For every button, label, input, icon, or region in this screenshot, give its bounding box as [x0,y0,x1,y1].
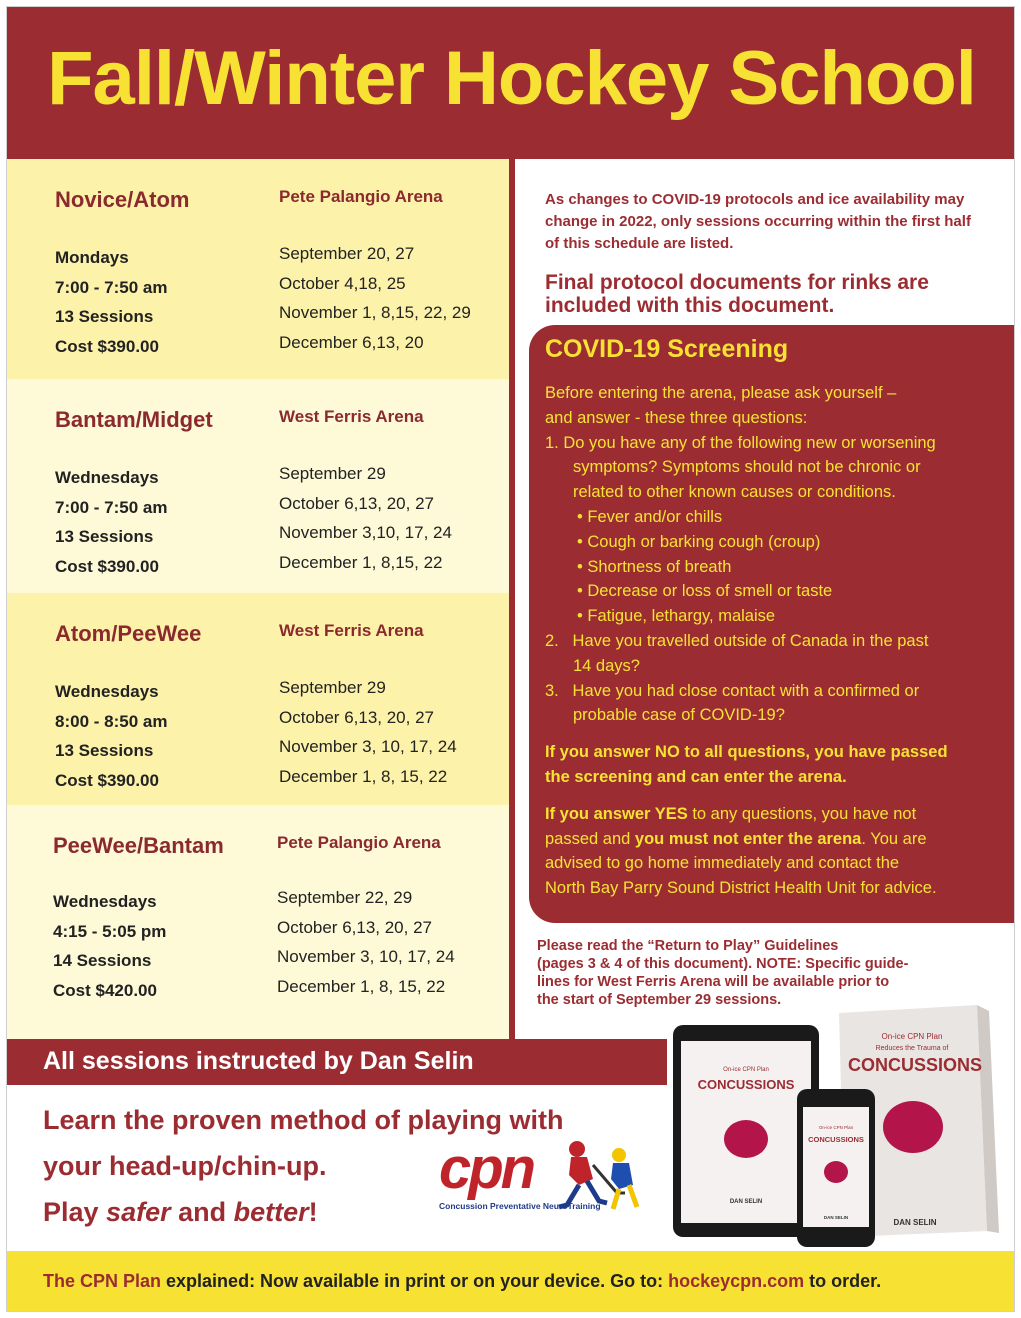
question-2 [545,629,1005,654]
question-3-cont: probable case of COVID-19? [573,706,785,725]
footer-middle: explained: Now available in print or on your device. Go to: [161,1271,669,1291]
question-3 [545,679,1005,704]
schedule-block-peewee-bantam [7,805,513,1039]
footer-website-link[interactable]: hockeycpn.com [668,1271,805,1291]
date-line: October 6,13, 20, 27 [279,493,434,513]
question-number: 3. [545,681,559,700]
flyer-page [6,6,1015,1312]
date-line: December 6,13, 20 [279,332,424,352]
book-author: DAN SELIN [893,1218,937,1227]
return-line: lines for West Ferris Arena will be available prior to [537,974,890,990]
group-day: Wednesdays [53,892,157,911]
group-sessions: 13 Sessions [55,741,154,760]
fail-bold: you must not enter the arena [634,829,862,848]
group-day: Wednesdays [55,682,159,701]
group-arena: West Ferris Arena [279,621,424,640]
group-name: PeeWee/Bantam [53,833,224,858]
tagline-emphasis: safer [106,1197,171,1227]
header-banner [7,7,1015,159]
book-title: CONCUSSIONS [847,1055,983,1075]
date-line: October 4,18, 25 [279,273,406,293]
group-cost: Cost $420.00 [53,980,157,1000]
date-line: November 3, 10, 17, 24 [277,947,455,966]
question-text: Have you travelled outside of Canada in the past [572,631,929,650]
date-line: November 3, 10, 17, 24 [279,737,457,756]
group-cost: Cost $390.00 [55,556,159,576]
schedule-block-bantam-midget [7,379,513,593]
group-cost: Cost $390.00 [55,770,159,790]
group-cost: Cost $390.00 [55,336,159,356]
fail-text: passed and [545,829,635,848]
tagline-text: Play [43,1197,107,1227]
group-dates [277,883,455,1001]
group-day: Mondays [55,248,129,267]
book-devices-illustration [667,997,1007,1247]
date-line: September 20, 27 [279,244,415,263]
covid-screening-body [545,381,1005,901]
schedule-block-atom-peewee [7,593,513,805]
fail-bold: If you answer YES [545,804,688,823]
pass-line: If you answer NO to all questions, you have passed [545,743,948,762]
footer-cpn-plan: The CPN Plan [43,1271,162,1291]
group-time: 7:00 - 7:50 am [55,277,168,297]
group-arena: Pete Palangio Arena [277,833,441,852]
group-dates [279,239,471,357]
tablet-line1: On-ice CPN Plan [723,1067,769,1073]
date-line: October 6,13, 20, 27 [277,917,432,937]
cpn-logo-text: cpn [439,1136,534,1201]
group-details [55,243,167,361]
tagline-emphasis: better [233,1197,309,1227]
instructor-text: All sessions instructed by Dan Selin [43,1047,474,1075]
question-1-cont: symptoms? Symptoms should not be chronic or [573,458,921,477]
schedule-column [7,159,513,1039]
symptom-item: • Fever and/or chills [577,507,723,526]
group-sessions: 13 Sessions [55,307,154,326]
covid-notice: As changes to COVID-19 protocols and ice availability may change in 2022, only sessions occurring within the first half of this schedule are listed. [545,191,971,252]
cpn-logo-subtitle: Concussion Preventative NeuroTraining [439,1201,601,1211]
symptom-item: • Fatigue, lethargy, malaise [577,607,776,626]
date-line: September 29 [279,464,386,483]
return-line: Please read the “Return to Play” Guidelines [537,938,839,954]
date-line: December 1, 8, 15, 22 [279,766,448,786]
cpn-logo [439,1135,639,1225]
instructor-banner [7,1039,667,1085]
tagline-line: Learn the proven method of playing with [43,1105,564,1135]
fail-statement [545,827,1005,852]
phone-line1: On-ice CPN Plan [818,1125,854,1130]
group-details [55,677,167,795]
question-text: Have you had close contact with a confirmed or [572,681,920,700]
return-line: (pages 3 & 4 of this document). NOTE: Specific guide- [537,956,909,972]
group-arena: West Ferris Arena [279,407,424,426]
footer-banner [7,1251,1015,1312]
fail-statement: advised to go home immediately and contact the [545,854,900,873]
group-dates [279,673,457,791]
tagline-line: your head-up/chin-up. [43,1151,327,1181]
book-line2: Reduces the Trauma of [875,1045,949,1052]
group-arena: Pete Palangio Arena [279,187,443,206]
book-line1: On-ice CPN Plan [881,1032,943,1041]
final-protocol-note: Final protocol documents for rinks are included with this document. [545,271,929,317]
fail-text: to any questions, you have not [687,804,917,823]
fail-statement [545,802,1005,827]
product-devices-image [667,997,1007,1247]
date-line: November 1, 8,15, 22, 29 [279,303,471,322]
pass-statement [545,740,1005,765]
group-name: Atom/PeeWee [55,621,202,646]
group-name: Novice/Atom [55,187,190,212]
covid-screening-panel [529,325,1015,923]
group-time: 4:15 - 5:05 pm [53,921,167,941]
intro-line: Before entering the arena, please ask yourself – [545,384,897,402]
covid-screening-title: COVID-19 Screening [545,335,789,363]
group-sessions: 13 Sessions [55,527,154,546]
footer-end: to order. [804,1271,882,1291]
tablet-author: DAN SELIN [729,1199,763,1205]
group-sessions: 14 Sessions [53,951,152,970]
group-details [53,887,166,1005]
tablet-title: CONCUSSIONS [697,1077,795,1092]
symptom-item: • Cough or barking cough (croup) [577,532,821,551]
group-name: Bantam/Midget [55,407,213,432]
schedule-block-novice-atom [7,159,513,379]
tagline-text: ! [308,1197,318,1227]
group-time: 7:00 - 7:50 am [55,497,168,517]
phone-device [797,1089,875,1247]
return-line: the start of September 29 sessions. [537,992,782,1008]
group-day: Wednesdays [55,468,159,487]
pass-line: the screening and can enter the arena. [545,767,847,786]
date-line: October 6,13, 20, 27 [279,707,434,727]
tagline-text: and [170,1197,234,1227]
group-dates [279,459,452,577]
phone-author: DAN SELIN [823,1215,849,1220]
symptom-item: • Shortness of breath [577,557,732,576]
symptom-item: • Decrease or loss of smell or taste [577,582,833,601]
info-column [515,159,1015,1039]
pass-statement [545,765,1005,790]
phone-title: CONCUSSIONS [808,1135,864,1144]
group-details [55,463,167,581]
date-line: September 29 [279,678,386,697]
fail-text: . You are [861,829,927,848]
date-line: November 3,10, 17, 24 [279,523,452,542]
date-line: December 1, 8,15, 22 [279,552,443,572]
question-number: 2. [545,631,559,650]
intro-line: and answer - these three questions: [545,408,808,427]
question-1-cont: related to other known causes or conditions. [573,483,896,502]
fail-statement: North Bay Parry Sound District Health Unit for advice. [545,879,937,898]
question-1: 1. Do you have any of the following new or worsening [545,433,936,452]
group-time: 8:00 - 8:50 am [55,711,168,731]
page-title: Fall/Winter Hockey School [47,36,976,121]
footer-text [43,1271,881,1292]
date-line: September 22, 29 [277,888,413,907]
date-line: December 1, 8, 15, 22 [277,976,446,996]
question-2-cont: 14 days? [573,656,640,675]
